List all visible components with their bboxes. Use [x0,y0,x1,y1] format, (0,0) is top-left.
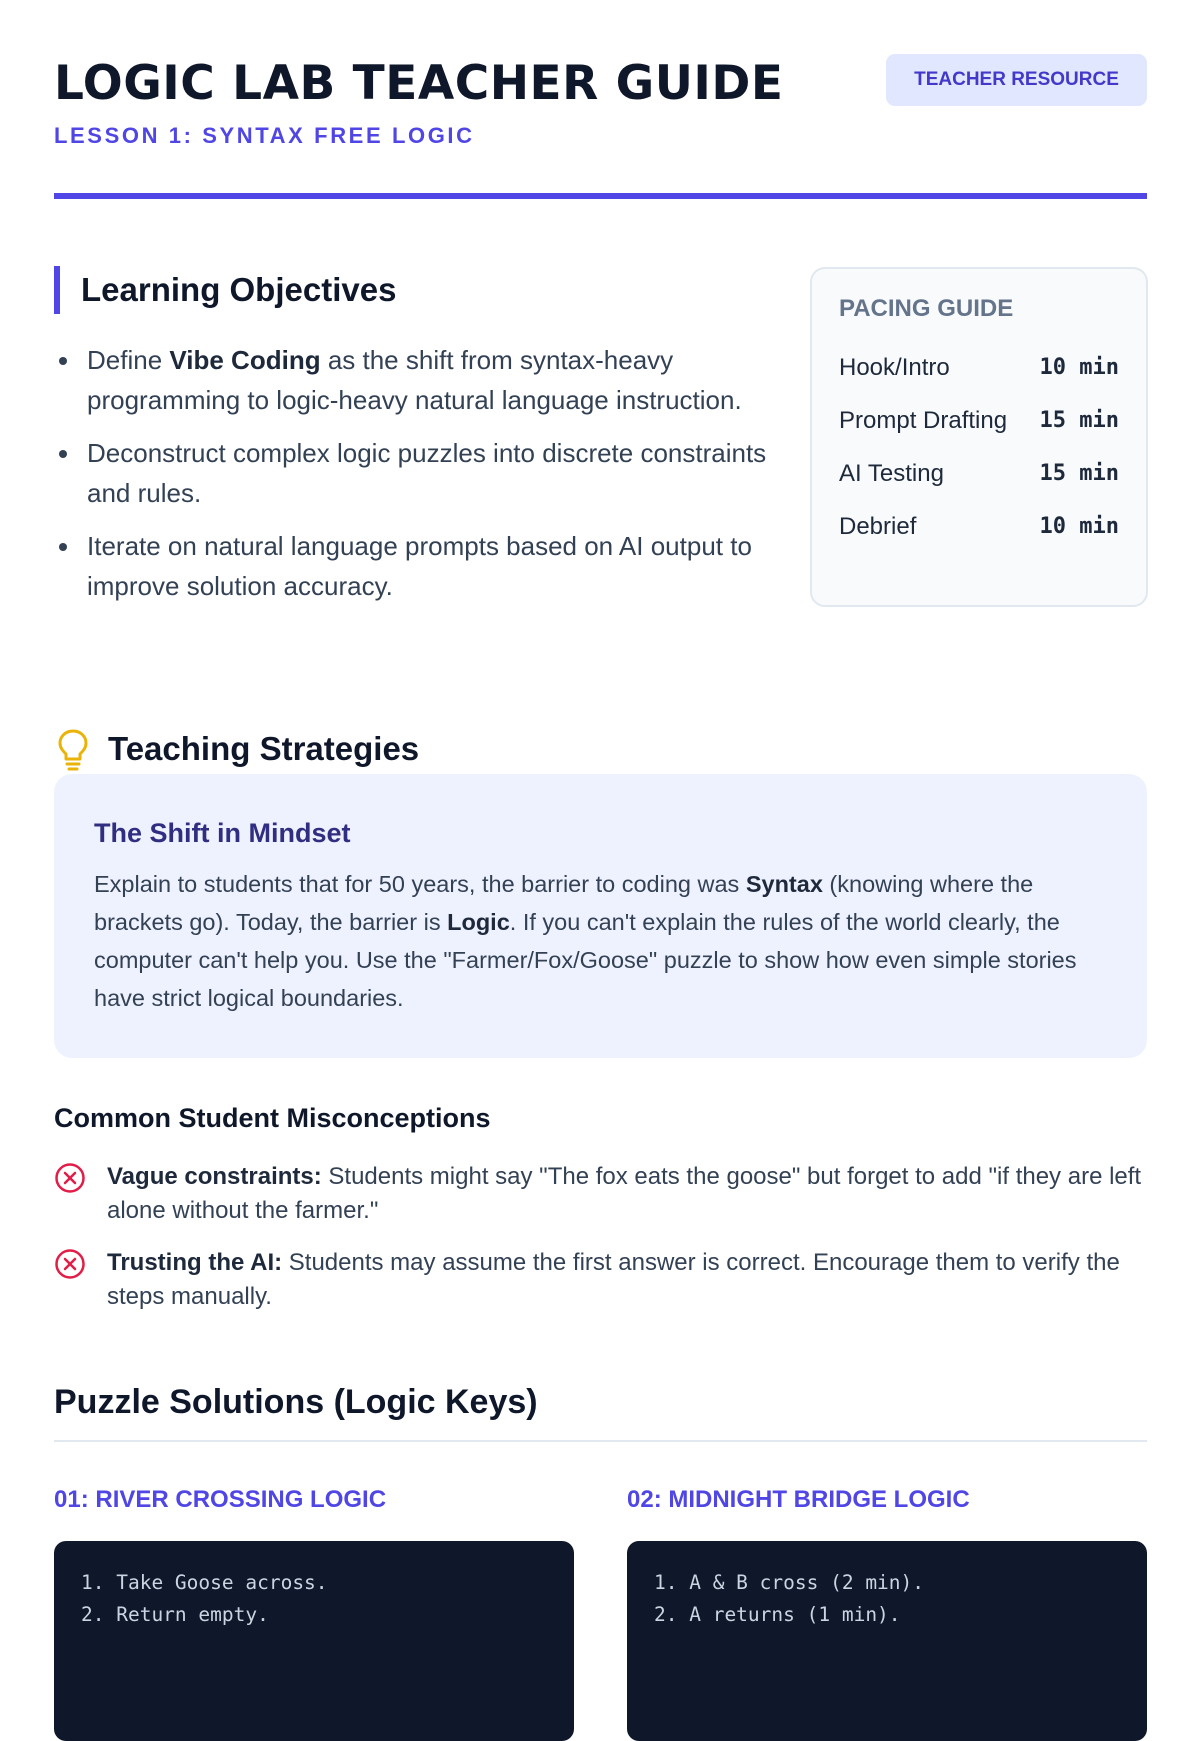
mindset-term: Syntax [745,871,823,897]
solution-code-block [54,1541,574,1741]
objective-text: as the shift from syntax-heavy programming to logic-heavy natural language instruction. [87,345,742,415]
mindset-callout [54,774,1147,1058]
solution-step: 1. Take Goose across. [81,1571,328,1594]
solution-card-midnight-bridge [627,1486,1147,1741]
pacing-time: 15 min [1039,408,1119,433]
misconception-text: Students might say "The fox eats the goose" but forget to add "if they are left alone without the farmer." [107,1163,1142,1224]
misconception-term: Vague constraints: [107,1163,322,1190]
objectives-list [54,340,774,606]
misconceptions-heading: Common Student Misconceptions [54,1103,491,1133]
pacing-label: AI Testing [839,459,944,487]
misconception-term: Trusting the AI: [107,1249,283,1276]
puzzle-solutions-heading: Puzzle Solutions (Logic Keys) [54,1383,538,1421]
learning-objectives-heading: Learning Objectives [54,266,774,314]
pacing-time: 10 min [1039,355,1119,380]
pacing-guide-card [810,267,1148,607]
solution-card-river-crossing [54,1486,574,1741]
bullet-icon [59,357,67,365]
solution-title: 01: RIVER CROSSING LOGIC [54,1486,387,1513]
teacher-guide-page [54,0,1147,1626]
pacing-time: 15 min [1039,461,1119,486]
pacing-row [839,394,1119,447]
header-divider [54,193,1147,199]
pacing-label: Debrief [839,512,917,540]
objective-text: Iterate on natural language prompts based on AI output to improve solution accuracy. [87,531,752,601]
x-circle-icon [54,1162,86,1194]
bullet-icon [59,450,67,458]
bullet-icon [59,543,67,551]
lesson-subtitle: LESSON 1: SYNTAX FREE LOGIC [54,123,475,148]
pacing-row [839,447,1119,500]
objective-term: Vibe Coding [169,345,321,375]
teacher-resource-badge: TEACHER RESOURCE [886,54,1147,106]
mindset-term: Logic [447,909,510,935]
mindset-text: . If you can't explain the rules of the world clearly, the computer can't help you. Use the "Farmer/Fox/Goose" puzzle to show how even simple stories have strict logical boundaries. [94,909,1077,1011]
x-circle-icon [54,1248,86,1280]
page-title: LOGIC LAB TEACHER GUIDE [54,56,784,111]
mindset-text: (knowing where the brackets go). Today, the barrier is [94,871,1034,935]
misconception-text: Students may assume the first answer is correct. Encourage them to verify the steps manually. [107,1249,1120,1310]
objective-item [54,340,774,420]
solution-step: 1. A & B cross (2 min). [654,1571,925,1594]
objective-text: Define [87,345,170,375]
pacing-row [839,341,1119,394]
mindset-title: The Shift in Mindset [94,818,351,848]
misconceptions-list [54,1160,1147,1332]
pacing-label: Hook/Intro [839,353,950,381]
lightbulb-icon [54,727,92,771]
mindset-body [94,865,1107,1017]
solution-code-block [627,1541,1147,1741]
mindset-text: Explain to students that for 50 years, the barrier to coding was [94,871,746,897]
solution-step: 2. A returns (1 min). [654,1603,901,1626]
solutions-divider [54,1440,1147,1442]
teaching-strategies-heading [54,727,419,771]
pacing-guide-title: PACING GUIDE [839,295,1014,322]
solution-title: 02: MIDNIGHT BRIDGE LOGIC [627,1486,970,1513]
objective-text: Deconstruct complex logic puzzles into discrete constraints and rules. [87,438,767,508]
objective-item [54,526,774,606]
misconception-item [54,1246,1147,1314]
solution-step: 2. Return empty. [81,1603,269,1626]
pacing-time: 10 min [1039,514,1119,539]
page-header [54,0,1147,200]
misconception-item [54,1160,1147,1228]
pacing-label: Prompt Drafting [839,406,1008,434]
objective-item [54,433,774,513]
pacing-row [839,500,1119,553]
learning-objectives-section [54,266,774,619]
teaching-strategies-title: Teaching Strategies [108,730,420,768]
